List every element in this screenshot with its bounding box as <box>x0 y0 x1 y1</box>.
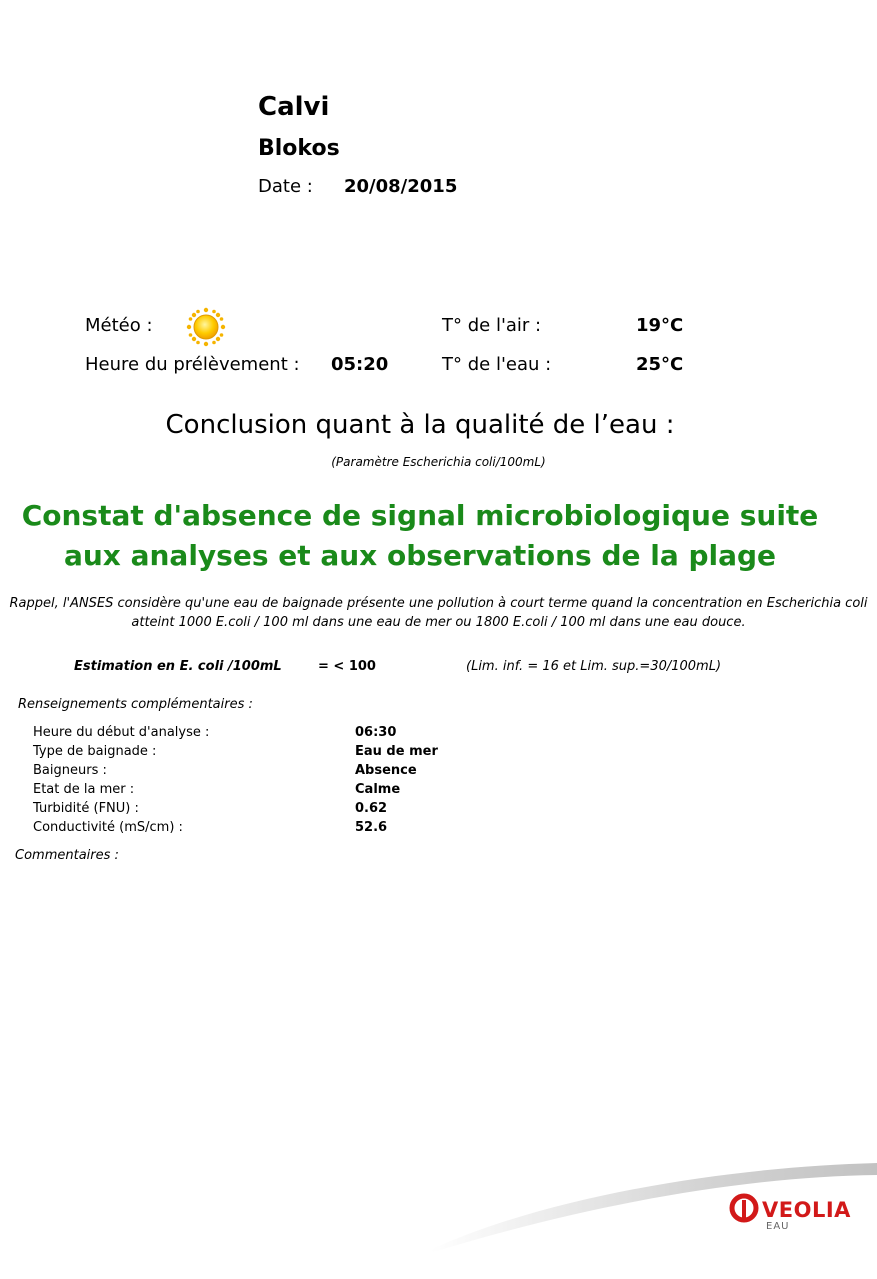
info-value: Absence <box>355 763 417 778</box>
info-row-sea-state <box>33 782 533 801</box>
date-value: 20/08/2015 <box>344 176 458 197</box>
info-value: Eau de mer <box>355 744 438 759</box>
date-label: Date : <box>258 176 313 197</box>
info-row-turbidity <box>33 801 533 820</box>
info-row-bathing-type <box>33 744 533 763</box>
info-value: Calme <box>355 782 401 797</box>
sampling-hour-value: 05:20 <box>331 354 389 375</box>
info-row-analysis-start <box>33 725 533 744</box>
conclusion-title: Conclusion quant à la qualité de l’eau : <box>165 410 675 440</box>
air-temp-label: T° de l'air : <box>442 315 542 336</box>
brand-sub: EAU <box>766 1221 790 1232</box>
quality-verdict: Constat d'absence de signal microbiologique suite aux analyses et aux observations de la plage <box>21 499 819 572</box>
brand-name: VEOLIA <box>762 1198 851 1222</box>
beach-name: Blokos <box>258 136 340 161</box>
estimation-label: Estimation en E. coli /100mL <box>74 659 282 674</box>
estimation-value: = < 100 <box>318 659 376 674</box>
info-label: Conductivité (mS/cm) : <box>33 820 183 835</box>
sampling-hour-label: Heure du prélèvement : <box>85 354 300 375</box>
info-row-conductivity <box>33 820 533 839</box>
extra-info-title: Renseignements complémentaires : <box>18 697 253 712</box>
info-value: 52.6 <box>355 820 388 835</box>
info-label: Etat de la mer : <box>33 782 135 797</box>
town-name: Calvi <box>258 92 330 122</box>
extra-info-list <box>33 725 533 839</box>
anses-reminder: Rappel, l'ANSES considère qu'une eau de baignade présente une pollution à court terme quand la concentration en Escherichia coli atteint 1000 E.coli / 100 ml dans une eau de mer ou 1800 E.coli / 100 ml dans une eau douce. <box>9 596 868 630</box>
info-label: Heure du début d'analyse : <box>33 725 210 740</box>
info-label: Turbidité (FNU) : <box>33 801 139 816</box>
info-label: Type de baignade : <box>33 744 157 759</box>
info-row-bathers <box>33 763 533 782</box>
info-value: 0.62 <box>355 801 388 816</box>
info-label: Baigneurs : <box>33 763 107 778</box>
water-temp-label: T° de l'eau : <box>442 354 552 375</box>
info-value: 06:30 <box>355 725 397 740</box>
veolia-logo-icon <box>728 1192 760 1226</box>
conclusion-parameter: (Paramètre Escherichia coli/100mL) <box>331 455 546 469</box>
comments-label: Commentaires : <box>15 848 119 863</box>
water-temp-value: 25°C <box>636 354 684 375</box>
sun-icon <box>186 307 226 347</box>
estimation-limits: (Lim. inf. = 16 et Lim. sup.=30/100mL) <box>466 659 722 674</box>
air-temp-value: 19°C <box>636 315 684 336</box>
meteo-label: Météo : <box>85 315 153 336</box>
